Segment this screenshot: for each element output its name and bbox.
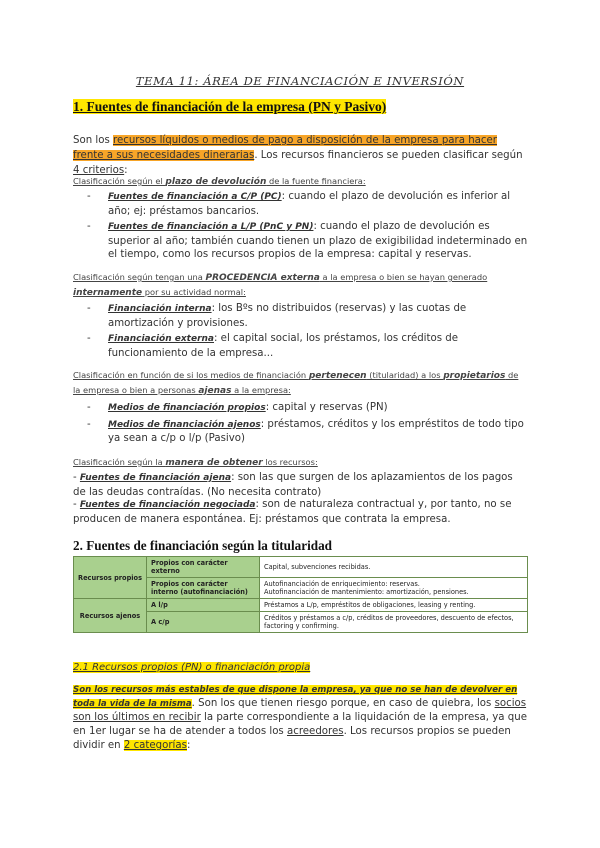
table-sub-cell: A l/p	[147, 599, 260, 612]
table-desc-line: Autofinanciación de mantenimiento: amortización, pensiones.	[264, 588, 469, 596]
crit3-post: a la empresa:	[231, 385, 291, 395]
financing-table	[73, 556, 528, 633]
list-item-term: Fuentes de financiación a L/P (PnC y PN)	[108, 222, 314, 232]
table-sub-cell: A c/p	[147, 612, 260, 633]
list-item	[73, 418, 528, 446]
list-item-term: Fuentes de financiación negociada	[79, 500, 256, 510]
crit3-key3: ajenas	[198, 386, 232, 396]
list-item-text: : son las que surgen de los aplazamientos de los pagos de las deudas contraídas. (No necesita contrato)	[73, 472, 513, 498]
list-item-text: : el capital social, los préstamos, los créditos de funcionamiento de la empresa...	[108, 333, 459, 359]
crit3-key2: propietarios	[443, 371, 506, 381]
table-desc-cell: Préstamos a L/p, empréstitos de obligaciones, leasing y renting.	[260, 599, 528, 612]
section-2-heading: 2. Fuentes de financiación según la titularidad	[73, 538, 333, 553]
list-item-term: Financiación externa	[108, 334, 214, 344]
criterion-2-label	[73, 270, 528, 300]
p-highlight: Son los recursos más estables de que dispone la empresa, ya que no se han de devolver en toda la vida de la misma	[73, 685, 518, 709]
intro-end: :	[124, 165, 128, 176]
criterion-4-item-2: - Fuentes de financiación negociada: son de naturaleza contractual y, por tanto, no se producen de manera espontánea. Ej: préstamos que contrata la empresa.	[73, 499, 512, 525]
intro-post: . Los recursos financieros se pueden clasificar según	[254, 150, 523, 161]
intro-pre: Son los	[73, 135, 114, 146]
table-sub-cell: Propios con carácter externo	[147, 557, 260, 578]
crit1-post: de la fuente financiera:	[266, 176, 366, 186]
crit3-pre: Clasificación en función de si los medios de financiación	[73, 370, 309, 380]
table-group-cell: Recursos ajenos	[74, 599, 147, 633]
table-row	[74, 599, 528, 612]
p-underline: socios son los últimos en recibir	[73, 698, 527, 723]
list-item-text: : los Bºs no distribuidos (reservas) y las cuotas de amortización y provisiones.	[108, 303, 467, 329]
list-item	[73, 190, 528, 218]
crit4-pre: Clasificación según la	[73, 457, 166, 467]
crit2-pre: Clasificación según tengan una	[73, 272, 206, 282]
crit2-mid: a la empresa o bien se hayan generado	[319, 272, 488, 282]
criterion-2-list	[73, 302, 528, 362]
table-group-cell: Recursos propios	[74, 557, 147, 599]
section-1-heading-text: 1. Fuentes de financiación de la empresa (PN y Pasivo)	[73, 99, 387, 114]
list-item	[73, 302, 528, 330]
crit2-key: PROCEDENCIA externa	[205, 273, 320, 283]
list-item-text: : son de naturaleza contractual y, por tanto, no se producen de manera espontánea. Ej: préstamos que contrata la empresa.	[73, 499, 512, 525]
section-2-1-heading	[73, 662, 310, 673]
list-item	[73, 332, 528, 360]
p-text: la parte correspondiente a la liquidación de la empresa, ya que en 1er lugar se ha de atender a todos los	[73, 712, 527, 737]
list-item-term: Fuentes de financiación a C/P (PC)	[108, 192, 282, 202]
table-desc-cell: Créditos y préstamos a c/p, créditos de proveedores, descuento de efectos, factoring y confirming.	[260, 612, 528, 633]
p-text: . Son los que tienen riesgo porque, en caso de quiebra, los	[191, 698, 495, 709]
p-end: :	[186, 740, 191, 751]
intro-highlight: recursos líquidos o medios de pago a disposición de la empresa para hacer frente a sus necesidades dinerarias	[73, 135, 497, 161]
criterion-4-item-1: - Fuentes de financiación ajena: son las que surgen de los aplazamientos de los pagos de las deudas contraídas. (No necesita contrato)	[73, 472, 513, 498]
table-desc-cell: Capital, subvenciones recibidas.	[260, 557, 528, 578]
intro-criteria: 4 criterios	[73, 165, 125, 176]
p-underline-highlight: 2 categorías	[123, 740, 187, 751]
section-1-heading	[73, 99, 386, 115]
criterion-3-label	[73, 368, 528, 398]
crit2-post: por su actividad normal:	[142, 287, 246, 297]
list-item-text: : cuando el plazo de devolución es superior al año; también cuando tienen un plazo de exigibilidad indeterminado en el tiempo, como los recursos propios de la empresa: capital y reservas.	[108, 221, 528, 260]
criterion-4-label	[73, 455, 528, 470]
list-item-text: : cuando el plazo de devolución es inferior al año; ej: préstamos bancarios.	[108, 191, 511, 217]
criterion-3-list	[73, 401, 528, 448]
section-1-intro	[73, 133, 528, 178]
list-item-term: Financiación interna	[108, 304, 212, 314]
crit1-pre: Clasificación según el	[73, 176, 166, 186]
list-item-term: Medios de financiación ajenos	[108, 419, 261, 430]
p-text: . Los recursos propios se pueden dividir en	[73, 726, 511, 751]
crit2-key2: internamente	[73, 288, 143, 298]
list-item-text: : capital y reservas (PN)	[265, 402, 388, 413]
table-desc-line: Autofinanciación de enriquecimiento: reservas.	[264, 580, 420, 588]
crit3-mid: (titularidad) a los	[366, 370, 444, 380]
table-row	[74, 557, 528, 578]
crit1-key: plazo de devolución	[165, 177, 267, 187]
crit3-mid2: de la empresa o bien a personas	[73, 370, 519, 395]
table-desc-cell	[260, 578, 528, 599]
section-2-1-heading-text: 2.1 Recursos propios (PN) o financiación propia	[73, 662, 311, 673]
section-2-1-paragraph	[73, 683, 528, 753]
criterion-1-label	[73, 174, 528, 189]
list-item	[73, 401, 528, 416]
list-item-text: : préstamos, créditos y los empréstitos de todo tipo ya sean a c/p o l/p (Pasivo)	[108, 418, 524, 444]
list-item-term: Fuentes de financiación ajena	[79, 473, 232, 483]
crit4-post: los recursos:	[262, 457, 318, 467]
criterion-1-list	[73, 190, 528, 264]
list-item-term: Medios de financiación propios	[108, 403, 266, 413]
crit3-key: pertenecen	[308, 371, 367, 381]
crit4-key: manera de obtener	[165, 458, 263, 468]
document-title: TEMA 11: ÁREA DE FINANCIACIÓN E INVERSIÓN	[135, 74, 465, 88]
table-sub-cell: Propios con carácter interno (autofinanciación)	[147, 578, 260, 599]
p-underline: acreedores	[286, 726, 344, 737]
list-item	[73, 220, 528, 262]
